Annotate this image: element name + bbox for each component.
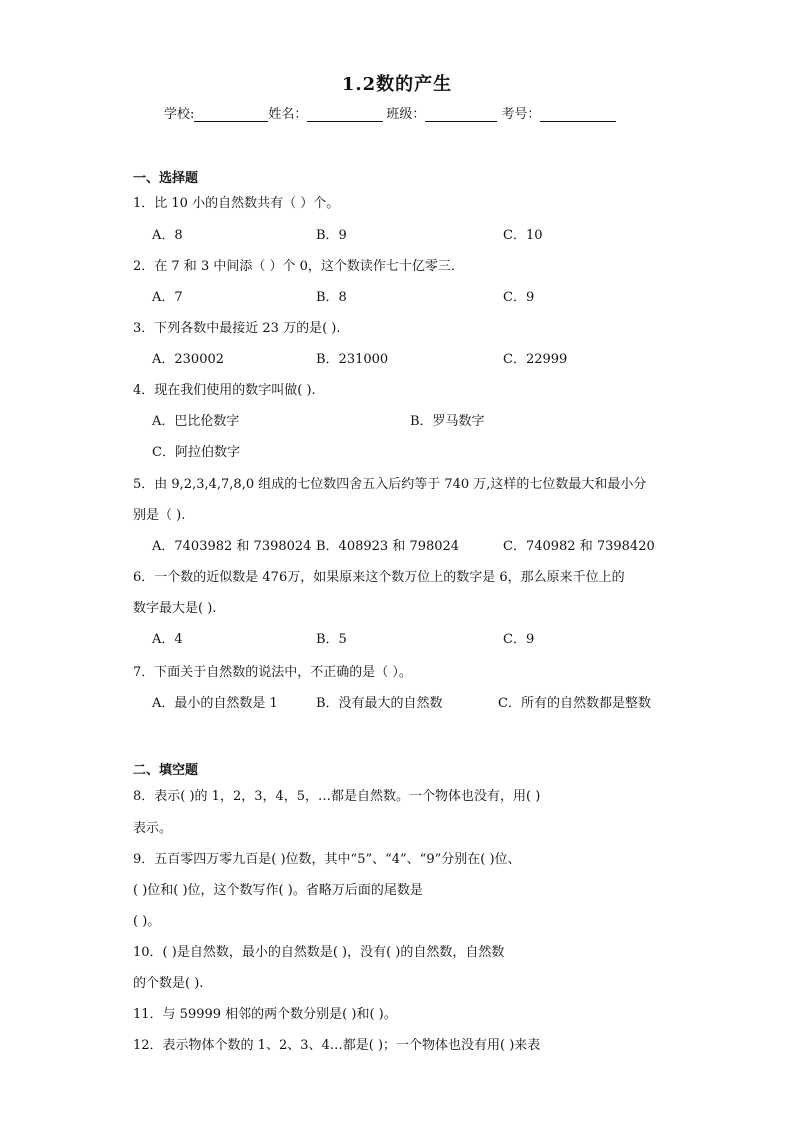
question-8-line2: 表示。 <box>133 821 173 836</box>
q6-option-c[interactable]: C．9 <box>503 632 535 647</box>
student-info-line <box>164 103 616 122</box>
q1-option-b[interactable]: B．9 <box>316 228 347 243</box>
question-3: 3．下列各数中最接近 23 万的是( ). <box>133 321 341 336</box>
q1-option-a[interactable]: A．8 <box>152 228 183 243</box>
q3-option-b[interactable]: B．231000 <box>316 352 389 367</box>
question-9-line2: ( )位和( )位，这个数写作( )。省略万后面的尾数是 <box>133 883 423 898</box>
name-label: 姓名： <box>268 107 308 122</box>
school-label: 学校: <box>164 107 195 122</box>
question-9-line3: ( )。 <box>133 914 161 929</box>
q2-option-a[interactable]: A．7 <box>152 290 183 305</box>
question-5-line1: 5．由 9,2,3,4,7,8,0 组成的七位数四舍五入后约等于 740 万,这样的七位数最大和最小分 <box>133 477 647 492</box>
q2-option-b[interactable]: B．8 <box>316 290 347 305</box>
q5-option-a[interactable]: A．7403982 和 7398024 <box>152 539 312 554</box>
q2-option-c[interactable]: C．9 <box>503 290 535 305</box>
q1-option-c[interactable]: C．10 <box>503 228 543 243</box>
q3-option-c[interactable]: C．22999 <box>503 352 568 367</box>
q5-option-b[interactable]: B．408923 和 798024 <box>316 539 460 554</box>
q6-option-a[interactable]: A．4 <box>152 632 183 647</box>
question-6-line1: 6．一个数的近似数是 476万，如果原来这个数万位上的数字是 6，那么原来千位上的 <box>133 570 625 585</box>
number-label: 考号： <box>501 107 541 122</box>
q4-option-b[interactable]: B．罗马数字 <box>410 414 485 429</box>
question-12: 12．表示物体个数的 1、2、3、4…都是( )；一个物体也没有用( )来表 <box>133 1038 541 1053</box>
question-7: 7．下面关于自然数的说法中，不正确的是（ ）。 <box>133 665 412 680</box>
question-10-line1: 10．( )是自然数，最小的自然数是( )，没有( )的自然数，自然数 <box>133 945 505 960</box>
question-6-line2: 数字最大是( ). <box>133 601 217 616</box>
page-title: 1.2数的产生 <box>341 74 453 95</box>
q7-option-c[interactable]: C．所有的自然数都是整数 <box>498 696 651 711</box>
question-9-line1: 9．五百零四万零九百是( )位数，其中“5”、“4”、“9”分别在( )位、 <box>133 852 521 867</box>
number-field[interactable] <box>540 107 616 122</box>
q4-option-a[interactable]: A．巴比伦数字 <box>152 414 240 429</box>
class-label: 班级： <box>386 107 426 122</box>
question-5-line2: 别是（ ). <box>133 508 186 523</box>
q7-option-a[interactable]: A．最小的自然数是 1 <box>152 696 278 711</box>
q5-option-c[interactable]: C．740982 和 7398420 <box>503 539 655 554</box>
question-10-line2: 的个数是( ). <box>133 976 204 991</box>
class-field[interactable] <box>425 107 497 122</box>
school-field[interactable] <box>194 107 268 122</box>
question-11: 11．与 59999 相邻的两个数分别是( )和( )。 <box>133 1007 397 1022</box>
section-heading-fill: 二、填空题 <box>133 763 199 778</box>
q4-option-c[interactable]: C．阿拉伯数字 <box>152 445 240 460</box>
question-1: 1．比 10 小的自然数共有（ ）个。 <box>133 196 340 211</box>
q3-option-a[interactable]: A．230002 <box>152 352 225 367</box>
question-8-line1: 8．表示( )的 1，2，3，4，5，…都是自然数。一个物体也没有，用( ) <box>133 789 541 804</box>
section-heading-choice: 一、选择题 <box>133 171 199 186</box>
q6-option-b[interactable]: B．5 <box>316 632 347 647</box>
question-4: 4．现在我们使用的数字叫做( ). <box>133 383 316 398</box>
question-2: 2．在 7 和 3 中间添（ ）个 0，这个数读作七十亿零三． <box>133 259 464 274</box>
name-field[interactable] <box>307 107 383 122</box>
q7-option-b[interactable]: B．没有最大的自然数 <box>316 696 443 711</box>
